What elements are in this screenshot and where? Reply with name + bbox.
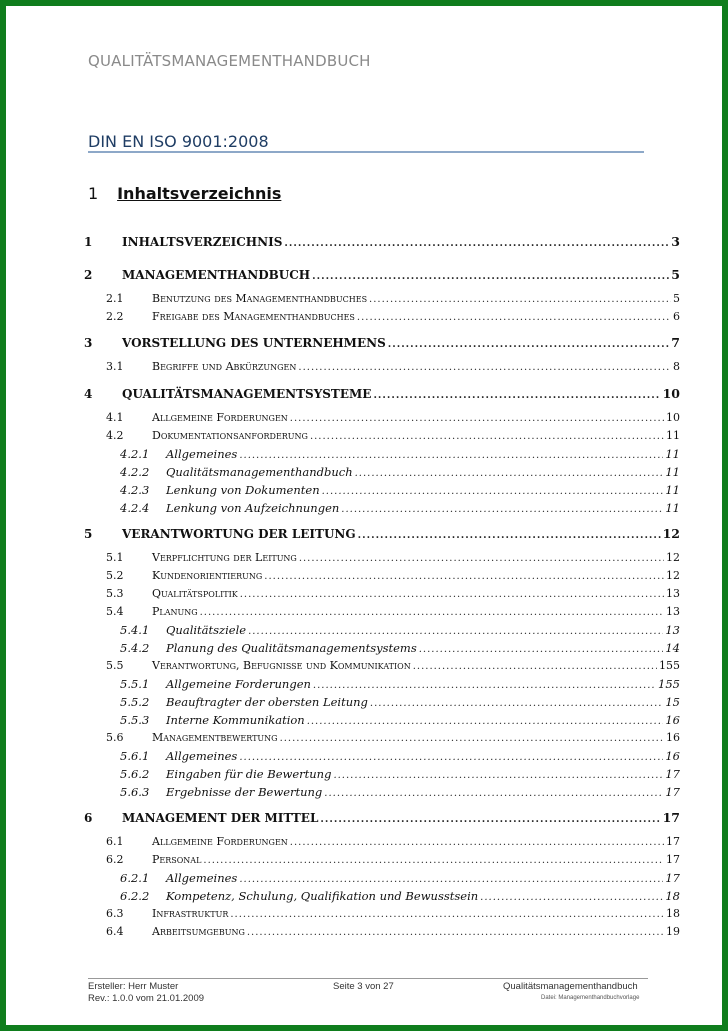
toc-entry-page: 13 (666, 605, 680, 618)
toc-entry-page: 11 (665, 501, 680, 515)
toc-entry-number: 2.1 (106, 292, 124, 305)
toc-leader-dots (419, 644, 664, 655)
toc-entry-page: 16 (665, 749, 680, 763)
toc-entry-title: Lenkung von Dokumenten (166, 483, 320, 497)
toc-entry-page: 17 (665, 785, 680, 799)
footer-divider (88, 978, 648, 979)
toc-entry[interactable] (106, 587, 680, 600)
toc-entry-page: 11 (665, 447, 680, 461)
footer-author: Ersteller: Herr Muster (88, 981, 179, 992)
toc-entry-number: 4.2.1 (120, 447, 150, 461)
toc-entry-number: 5.6 (106, 731, 124, 744)
toc-entry-title: INHALTSVERZEICHNIS (122, 235, 283, 249)
footer-document-name: Qualitätsmanagementhandbuch (503, 981, 638, 992)
toc-entry-number: 5.5 (106, 659, 124, 672)
toc-entry-page: 14 (665, 641, 680, 655)
footer-revision: Rev.: 1.0.0 vom 21.01.2009 (88, 993, 205, 1004)
toc-entry-number: 4 (84, 387, 93, 401)
toc-leader-dots (358, 530, 661, 541)
toc-entry-title: Dokumentationsanforderung (152, 429, 308, 442)
toc-entry[interactable] (106, 731, 680, 744)
toc-entry-title: QUALITÄTSMANAGEMENTSYSTEME (122, 387, 372, 401)
toc-entry[interactable] (120, 889, 680, 903)
toc-entry[interactable] (120, 713, 680, 727)
toc-entry-page: 15 (665, 695, 680, 709)
toc-entry-number: 6.3 (106, 907, 124, 920)
toc-leader-dots (370, 698, 663, 709)
toc-entry-number: 6.2.2 (120, 889, 150, 903)
toc-entry-title: Planung des Qualitätsmanagementsystems (166, 641, 417, 655)
toc-leader-dots (203, 855, 664, 866)
toc-leader-dots (413, 661, 657, 672)
toc-entry[interactable] (120, 465, 680, 479)
toc-leader-dots (230, 909, 664, 920)
toc-entry[interactable] (106, 429, 680, 442)
toc-entry-title: MANAGEMENT DER MITTEL (122, 811, 319, 825)
toc-entry-title: Infrastruktur (152, 907, 229, 920)
toc-entry-page: 17 (666, 835, 680, 848)
toc-entry[interactable] (106, 907, 680, 920)
toc-entry-page: 17 (662, 810, 680, 825)
toc-entry-title: MANAGEMENTHANDBUCH (122, 268, 311, 282)
toc-entry-number: 6.2.1 (120, 871, 150, 885)
toc-leader-dots (247, 927, 664, 938)
toc-entry[interactable] (84, 335, 680, 350)
toc-entry-title: Allgemeine Forderungen (152, 411, 288, 424)
toc-entry-title: Allgemeine Forderungen (152, 835, 288, 848)
toc-entry-title: Arbeitsumgebung (152, 925, 245, 938)
toc-leader-dots (239, 752, 663, 763)
toc-entry[interactable] (106, 925, 680, 938)
toc-leader-dots (200, 607, 664, 618)
toc-entry-page: 12 (662, 526, 680, 541)
toc-leader-dots (239, 874, 663, 885)
toc-entry-page: 8 (673, 360, 680, 373)
toc-entry-number: 6 (84, 811, 93, 825)
toc-entry[interactable] (120, 871, 680, 885)
toc-entry-number: 1 (84, 235, 93, 249)
toc-leader-dots (357, 312, 671, 323)
toc-entry-title: Planung (152, 605, 198, 618)
standard-title: DIN EN ISO 9001:2008 (88, 132, 269, 151)
toc-entry-page: 17 (665, 767, 680, 781)
toc-entry[interactable] (120, 767, 680, 781)
toc-entry-number: 4.2.2 (120, 465, 150, 479)
toc-entry-number: 3 (84, 336, 93, 350)
toc-entry-number: 5.4.2 (120, 641, 150, 655)
toc-entry[interactable] (106, 605, 680, 618)
toc-entry-page: 11 (666, 429, 680, 442)
toc-leader-dots (369, 294, 671, 305)
toc-leader-dots (290, 413, 664, 424)
toc-entry-number: 5.3 (106, 587, 124, 600)
toc-entry-title: Personal (152, 853, 202, 866)
toc-entry[interactable] (120, 677, 680, 691)
toc-entry-page: 16 (665, 713, 680, 727)
toc-entry[interactable] (120, 501, 680, 515)
toc-heading-number: 1 (88, 184, 99, 203)
toc-leader-dots (264, 571, 664, 582)
toc-entry[interactable] (106, 360, 680, 373)
document-page (6, 6, 722, 1025)
toc-leader-dots (355, 468, 664, 479)
toc-entry-page: 13 (665, 623, 680, 637)
toc-entry-number: 5.5.3 (120, 713, 150, 727)
toc-leader-dots (333, 770, 663, 781)
toc-leader-dots (322, 486, 664, 497)
toc-entry-number: 4.2.4 (120, 501, 150, 515)
toc-entry-number: 5.1 (106, 551, 124, 564)
toc-entry-title: Allgemeine Forderungen (166, 677, 311, 691)
toc-entry-page: 7 (671, 335, 680, 350)
toc-entry-title: Beauftragter der obersten Leitung (166, 695, 368, 709)
toc-entry-page: 10 (666, 411, 680, 424)
toc-entry-number: 4.1 (106, 411, 124, 424)
toc-entry-title: Allgemeines (166, 871, 238, 885)
toc-entry-number: 2.2 (106, 310, 124, 323)
toc-entry-title: Kompetenz, Schulung, Qualifikation und Bewusstsein (166, 889, 479, 903)
toc-entry-title: Ergebnisse der Bewertung (166, 785, 323, 799)
toc-entry[interactable] (120, 695, 680, 709)
toc-leader-dots (320, 814, 660, 825)
title-divider (88, 151, 644, 153)
toc-entry[interactable] (120, 623, 680, 637)
document-header-title: QUALITÄTSMANAGEMENTHANDBUCH (88, 52, 371, 70)
toc-entry-page: 6 (673, 310, 680, 323)
toc-entry-number: 5 (84, 527, 93, 541)
toc-entry-title: Qualitätsmanagementhandbuch (166, 465, 353, 479)
toc-leader-dots (298, 362, 671, 373)
toc-entry-page: 17 (665, 871, 680, 885)
footer-file-name: Datei: Managementhandbuchvorlage (541, 995, 640, 1001)
toc-entry-title: Freigabe des Managementhandbuches (152, 310, 355, 323)
toc-entry[interactable] (106, 835, 680, 848)
toc-entry-page: 11 (665, 465, 680, 479)
toc-entry-number: 4.2.3 (120, 483, 150, 497)
toc-entry-title: Allgemeines (166, 447, 238, 461)
toc-entry[interactable] (106, 659, 680, 672)
toc-leader-dots (248, 626, 663, 637)
toc-leader-dots (341, 504, 663, 515)
toc-entry-title: Kundenorientierung (152, 569, 263, 582)
toc-entry-number: 6.4 (106, 925, 124, 938)
toc-entry-title: Lenkung von Aufzeichnungen (166, 501, 340, 515)
toc-entry-page: 10 (662, 386, 680, 401)
toc-entry-page: 18 (665, 889, 680, 903)
toc-heading-text: Inhaltsverzeichnis (117, 184, 282, 203)
toc-leader-dots (312, 271, 669, 282)
toc-entry-number: 2 (84, 268, 93, 282)
toc-entry-title: Managementbewertung (152, 731, 278, 744)
toc-entry[interactable] (84, 810, 680, 825)
toc-entry-page: 16 (666, 731, 680, 744)
toc-entry-title: Verpflichtung der Leitung (152, 551, 297, 564)
toc-entry-title: Interne Kommunikation (166, 713, 305, 727)
toc-entry[interactable] (84, 234, 680, 249)
toc-entry-page: 12 (666, 551, 680, 564)
toc-leader-dots (240, 589, 664, 600)
toc-entry[interactable] (106, 551, 680, 564)
toc-entry-title: Benutzung des Managementhandbuches (152, 292, 368, 305)
toc-leader-dots (299, 553, 664, 564)
toc-leader-dots (239, 450, 663, 461)
toc-entry-page: 12 (666, 569, 680, 582)
toc-entry-number: 5.6.3 (120, 785, 150, 799)
toc-entry-number: 5.5.2 (120, 695, 150, 709)
toc-leader-dots (280, 733, 664, 744)
toc-entry-page: 18 (666, 907, 680, 920)
toc-entry[interactable] (106, 310, 680, 323)
toc-entry-page: 155 (659, 659, 680, 672)
toc-entry-number: 3.1 (106, 360, 124, 373)
footer-page-number: Seite 3 von 27 (333, 981, 394, 992)
toc-entry[interactable] (120, 447, 680, 461)
toc-entry-page: 17 (666, 853, 680, 866)
toc-entry[interactable] (106, 292, 680, 305)
toc-leader-dots (373, 390, 660, 401)
toc-entry-title: Eingaben für die Bewertung (166, 767, 332, 781)
toc-entry[interactable] (106, 569, 680, 582)
toc-entry-title: Allgemeines (166, 749, 238, 763)
toc-leader-dots (290, 837, 664, 848)
toc-leader-dots (310, 431, 664, 442)
toc-entry[interactable] (120, 749, 680, 763)
toc-leader-dots (324, 788, 663, 799)
toc-entry-title: VORSTELLUNG DES UNTERNEHMENS (122, 336, 386, 350)
toc-entry[interactable] (120, 483, 680, 497)
toc-entry-page: 11 (665, 483, 680, 497)
toc-entry[interactable] (106, 411, 680, 424)
toc-entry-number: 6.2 (106, 853, 124, 866)
toc-entry-page: 19 (666, 925, 680, 938)
toc-entry-number: 4.2 (106, 429, 124, 442)
toc-entry[interactable] (120, 641, 680, 655)
toc-entry-page: 13 (666, 587, 680, 600)
toc-entry-title: Verantwortung, Befugnisse und Kommunikation (152, 659, 411, 672)
toc-entry-page: 3 (671, 234, 680, 249)
toc-entry-number: 6.1 (106, 835, 124, 848)
toc-leader-dots (313, 680, 656, 691)
toc-leader-dots (388, 339, 670, 350)
toc-entry[interactable] (84, 267, 680, 282)
toc-entry[interactable] (106, 853, 680, 866)
toc-entry-page: 5 (671, 267, 680, 282)
toc-entry-title: Begriffe und Abkürzungen (152, 360, 297, 373)
toc-entry-number: 5.5.1 (120, 677, 150, 691)
toc-leader-dots (284, 238, 669, 249)
toc-entry-title: VERANTWORTUNG DER LEITUNG (122, 527, 356, 541)
toc-entry-title: Qualitätsziele (166, 623, 247, 637)
toc-entry-number: 5.6.2 (120, 767, 150, 781)
toc-entry[interactable] (120, 785, 680, 799)
toc-entry[interactable] (84, 526, 680, 541)
toc-entry-number: 5.2 (106, 569, 124, 582)
toc-entry-number: 5.4.1 (120, 623, 150, 637)
toc-entry-title: Qualitätspolitik (152, 587, 238, 600)
toc-heading (88, 184, 281, 203)
toc-leader-dots (307, 716, 664, 727)
toc-entry-number: 5.6.1 (120, 749, 150, 763)
toc-entry-page: 155 (658, 677, 680, 691)
toc-entry[interactable] (84, 386, 680, 401)
toc-leader-dots (480, 892, 663, 903)
toc-entry-page: 5 (673, 292, 680, 305)
toc-entry-number: 5.4 (106, 605, 124, 618)
